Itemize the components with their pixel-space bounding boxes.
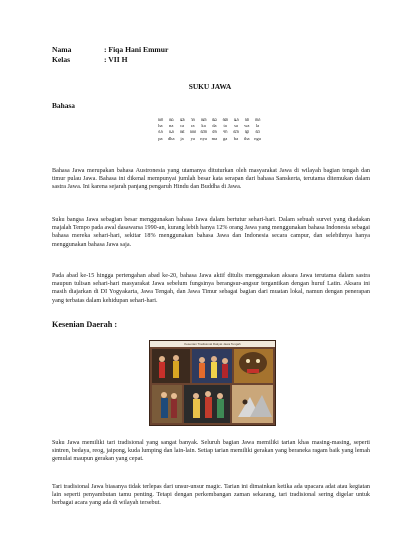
class-row — [52, 55, 168, 65]
aksara-latin: tha — [243, 135, 250, 141]
photo-caption: Kesenian Tradisional Rakyat Jawa Tengah — [150, 341, 275, 347]
aksara-latin: ya — [190, 135, 195, 141]
kesenian-paragraph-2: Tari tradisional Jawa biasanya tidak terlepas dari unsur-unsur magic. Tarian ini dimainkan ketika ada upacara adat atau kegiatan lain seperti penyambutan tamu penting. Tetapi dengan perkembangan zaman sekarang, tari tradisional sering digelar untuk berbagai acara yang ada di wilayah tersebut. — [52, 484, 370, 507]
aksara-glyph: ꦭ — [254, 117, 261, 122]
aksara-glyph: ꦪ — [189, 129, 196, 135]
document-title: SUKU JAWA — [188, 82, 232, 91]
aksara-glyph: ꦒ — [223, 129, 228, 135]
dance-collage-image — [150, 347, 275, 425]
aksara-latin: ba — [233, 135, 239, 141]
aksara-glyph: ꦕ — [179, 117, 185, 122]
aksara-latin-row-2 — [155, 136, 285, 142]
aksara-latin: nya — [200, 135, 207, 141]
bahasa-paragraph-3: Pada abad ke-15 hingga pertengahan abad ke-20, bahasa Jawa aktif ditulis menggunakan aksara Jawa terutama dalam sastra maupun tulisan sehari-hari masyarakat Jawa sebelum fungsinya berangsur-angsur tergantikan dengan huruf Latin. Aksara ini masih diajarkan di DI Yogyakarta, Jawa Tengah, dan Jawa Timur sebagai bagian dari muatan lokal, namun dengan penerapan yang terbatas dalam kehidupan sehari-hari. — [52, 273, 370, 304]
aksara-glyph: ꦱ — [233, 117, 239, 122]
aksara-latin: pa — [158, 135, 163, 141]
aksara-latin: da — [212, 123, 217, 129]
aksara-latin: sa — [234, 123, 238, 129]
name-label: Nama — [52, 45, 72, 54]
aksara-latin: ra — [191, 123, 195, 129]
aksara-latin: nga — [254, 135, 261, 141]
aksara-glyph: ꦧ — [233, 129, 239, 135]
bahasa-paragraph-2: Suku bangsa Jawa sebagian besar menggunakan bahasa Jawa dalam bertutur sehari-hari. Dalam sebuah survei yang diadakan majalah Tempo pada awal dasawarsa 1990-an, kurang lebih hanya 12% orang Jawa yang menggunakan bahasa Indonesia sebagai bahasa mereka sehari-hari, sekitar 18% menggunakan bahasa Jawa dan Indonesia secara campur, dan selebihnya hanya menggunakan bahasa Jawa saja. — [52, 217, 370, 248]
aksara-glyph: ꦚ — [200, 129, 207, 135]
class-label: Kelas — [52, 54, 71, 64]
aksara-glyph: ꦫ — [190, 117, 195, 122]
aksara-latin: na — [169, 123, 174, 129]
aksara-glyph: ꦮ — [244, 117, 249, 122]
aksara-glyph: ꦔ — [255, 129, 260, 135]
aksara-glyph: ꦲ — [157, 117, 164, 122]
aksara-latin: ja — [180, 135, 184, 141]
aksara-glyph: ꦛ — [244, 129, 249, 135]
aksara-latin: ma — [211, 135, 218, 141]
aksara-glyph: ꦠ — [222, 117, 228, 122]
aksara-latin: ta — [223, 123, 227, 129]
aksara-glyph: ꦩ — [212, 129, 217, 135]
bahasa-paragraph-1: Bahasa Jawa merupakan bahasa Austronesia yang utamanya dituturkan oleh masyarakat Jawa di wilayah bagian tengah dan timur pulau Jawa. Bahasa ini dikenal mempunyai jumlah besar kata serapan dari bahasa Sanskerta, terutama ditemukan dalam sastra Jawa. Ini karena sejarah panjang pengaruh Hindu dan Buddha di Jawa. — [52, 168, 370, 191]
aksara-glyph: ꦤ — [169, 117, 174, 122]
aksara-latin: ha — [158, 123, 163, 129]
aksara-glyph: ꦥ — [158, 129, 163, 135]
class-value: : VII H — [104, 54, 128, 64]
aksara-jawa-table — [155, 117, 285, 142]
kesenian-paragraph-1: Suku Jawa memiliki tari tradisional yang sangat banyak. Seluruh bagian Jawa memiliki tarian khas masing-masing, seperti sintren, bedaya, reog, jaipong, kuda lumping dan lain-lain. Setiap tarian memiliki gerakan yang beraneka ragam baik yang lemah gemulai maupun gerakan yang cepat. — [52, 440, 370, 463]
aksara-latin: wa — [244, 123, 250, 129]
kesenian-photo-collage — [149, 340, 276, 426]
bahasa-heading: Bahasa — [52, 101, 76, 110]
name-row — [52, 45, 168, 55]
aksara-glyph: ꦢ — [212, 117, 217, 122]
aksara-latin: dha — [167, 135, 175, 141]
student-identity — [52, 45, 168, 64]
aksara-latin: ka — [201, 123, 206, 129]
aksara-latin: la — [255, 123, 260, 129]
name-value: : Fiqa Hani Emmur — [104, 45, 169, 54]
aksara-glyph: ꦏ — [200, 117, 207, 122]
aksara-latin: ga — [223, 135, 228, 141]
aksara-glyph: ꦝ — [168, 129, 174, 135]
kesenian-heading: Kesenian Daerah : — [52, 320, 118, 329]
aksara-latin: ca — [179, 123, 185, 129]
aksara-glyph: ꦗ — [179, 129, 185, 135]
